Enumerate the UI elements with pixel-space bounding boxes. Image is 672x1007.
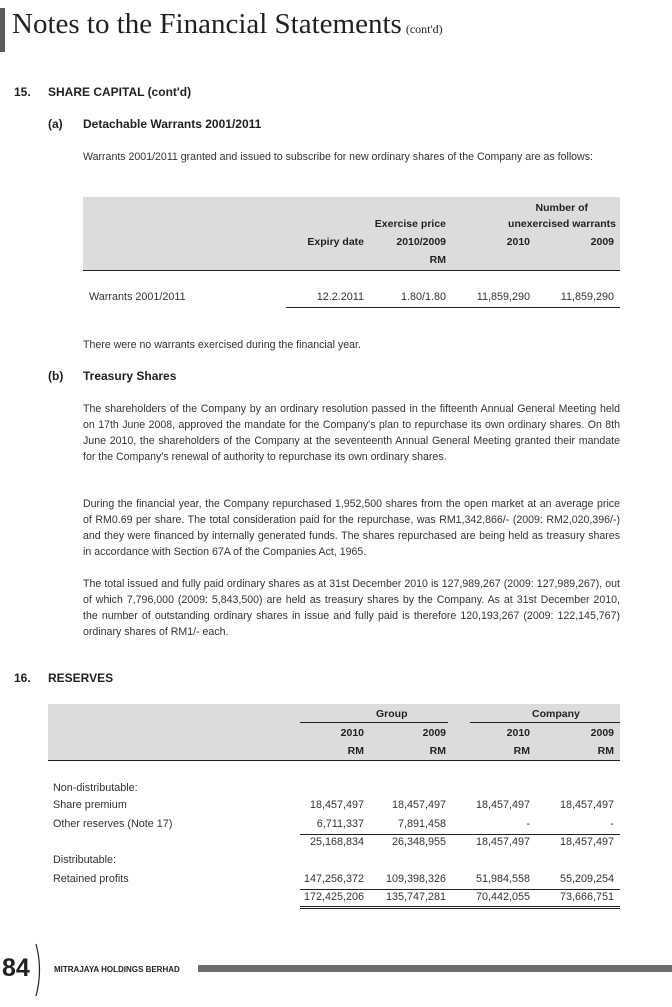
reserves-cell: 109,398,326 (385, 873, 446, 885)
reserves-subtotal-cell: 25,168,834 (309, 836, 364, 848)
note15-number: 15. (14, 85, 31, 99)
footer-bar (198, 965, 672, 972)
warrants-head-unexercised: unexercised warrants (508, 218, 616, 230)
warrants-header-rule (83, 270, 620, 271)
reserves-subtotal-cell: 18,457,497 (475, 836, 530, 848)
reserves-year-company-2010: 2010 (506, 727, 530, 739)
reserves-total-double-rule-1 (300, 906, 620, 907)
warrants-head-2009: 2009 (590, 236, 614, 248)
treasury-paragraph-3: The total issued and fully paid ordinary shares as at 31st December 2010 is 127,989,267 (2009: 127,989,267), out of which 7,796,000 (2009: 5,843,500) are held as treasury shares by the Company. As at 31st December 2010, the number of outstanding ordinary shares in issue and fully paid is therefore 120,193,267 (2009: 122,145,767) ordinary shares of RM1/- each. (83, 578, 620, 638)
reserves-total-cell: 70,442,055 (475, 891, 530, 903)
reserves-company-rule (470, 722, 620, 723)
warrants-head-rm: RM (429, 254, 446, 266)
note15a-label: (a) (48, 117, 63, 131)
reserves-total-rule (300, 889, 620, 890)
reserves-retained-profits-label: Retained profits (53, 873, 129, 885)
reserves-cell: 18,457,497 (309, 799, 364, 811)
reserves-year-group-2009: 2009 (422, 727, 446, 739)
note16-number: 16. (14, 671, 31, 685)
warrants-row-expiry: 12.2.2011 (316, 291, 364, 303)
reserves-total-cell: 135,747,281 (385, 891, 446, 903)
treasury-paragraph-2: During the financial year, the Company repurchased 1,952,500 shares from the open market at an average price of RM0.69 per share. The total consideration paid for the repurchase, was RM1,342,866/- (2009: RM2,020,396/-) and they were financed by internally generated funds. The shares repurchased are being held as treasury shares in accordance with Section 67A of the Companies Act, 1965. (83, 498, 620, 558)
warrants-head-price-years: 2010/2009 (396, 236, 446, 248)
reserves-subtotal-cell: 18,457,497 (559, 836, 614, 848)
treasury-paragraph-1: The shareholders of the Company by an ordinary resolution passed in the fifteenth Annual General Meeting held on 17th June 2008, approved the mandate for the Company's plan to repurchase its own ordinary shares. On 8th June 2010, the shareholders of the Company at the seventeenth Annual General Meeting granted their mandate for the Company's renewal of authority to repurchase its own ordinary shares. (83, 403, 620, 463)
warrants-row-price: 1.80/1.80 (400, 291, 446, 303)
reserves-cell: - (610, 818, 614, 830)
reserves-cell: 7,891,458 (397, 818, 446, 830)
reserves-head-company: Company (532, 708, 580, 720)
reserves-total-cell: 172,425,206 (303, 891, 364, 903)
reserves-cell: 18,457,497 (559, 799, 614, 811)
reserves-unit: RM (597, 745, 614, 757)
note15-title: SHARE CAPITAL (cont'd) (48, 85, 192, 99)
reserves-year-group-2010: 2010 (340, 727, 364, 739)
reserves-cell: 51,984,558 (475, 873, 530, 885)
warrants-head-exercise-price: Exercise price (374, 218, 446, 230)
reserves-subtotal-rule (300, 834, 620, 835)
reserves-other-reserves-label: Other reserves (Note 17) (53, 818, 173, 830)
warrants-row-2009: 11,859,290 (560, 291, 614, 303)
warrants-row-underline (286, 307, 620, 308)
warrants-intro: Warrants 2001/2011 granted and issued to subscribe for new ordinary shares of the Company are as follows: (83, 151, 593, 163)
reserves-cell: 55,209,254 (559, 873, 614, 885)
reserves-year-company-2009: 2009 (590, 727, 614, 739)
warrants-head-number-of: Number of (535, 202, 588, 214)
page-number: 84 (2, 954, 30, 982)
reserves-unit: RM (429, 745, 446, 757)
reserves-cell: 18,457,497 (475, 799, 530, 811)
reserves-total-double-rule-2 (300, 908, 620, 909)
header-accent-bar (0, 8, 5, 52)
reserves-cell: 18,457,497 (391, 799, 446, 811)
reserves-cell: 147,256,372 (303, 873, 364, 885)
reserves-distributable-label: Distributable: (53, 854, 117, 866)
reserves-total-cell: 73,666,751 (559, 891, 614, 903)
warrants-row-label: Warrants 2001/2011 (89, 291, 186, 303)
page-subtitle: (cont'd) (405, 22, 443, 36)
reserves-header-rule (48, 760, 620, 761)
reserves-non-distributable-label: Non-distributable: (53, 782, 138, 794)
reserves-unit: RM (347, 745, 364, 757)
footer-bracket-divider (34, 942, 46, 998)
warrants-note: There were no warrants exercised during the financial year. (83, 339, 361, 351)
note15a-title: Detachable Warrants 2001/2011 (83, 117, 262, 131)
page-title: Notes to the Financial Statements (cont'd) (12, 8, 443, 40)
reserves-cell: 6,711,337 (316, 818, 364, 830)
reserves-cell: - (526, 818, 530, 830)
reserves-share-premium-label: Share premium (53, 799, 127, 811)
reserves-subtotal-cell: 26,348,955 (391, 836, 446, 848)
reserves-group-rule (300, 722, 448, 723)
warrants-head-2010: 2010 (506, 236, 530, 248)
reserves-unit: RM (513, 745, 530, 757)
note15b-label: (b) (48, 369, 64, 383)
note15b-title: Treasury Shares (83, 369, 177, 383)
reserves-head-group: Group (376, 708, 408, 720)
note16-title: RESERVES (48, 671, 114, 685)
warrants-row-2010: 11,859,290 (476, 291, 530, 303)
warrants-head-expiry: Expiry date (307, 236, 364, 248)
footer-company-name: MITRAJAYA HOLDINGS BERHAD (54, 965, 180, 974)
